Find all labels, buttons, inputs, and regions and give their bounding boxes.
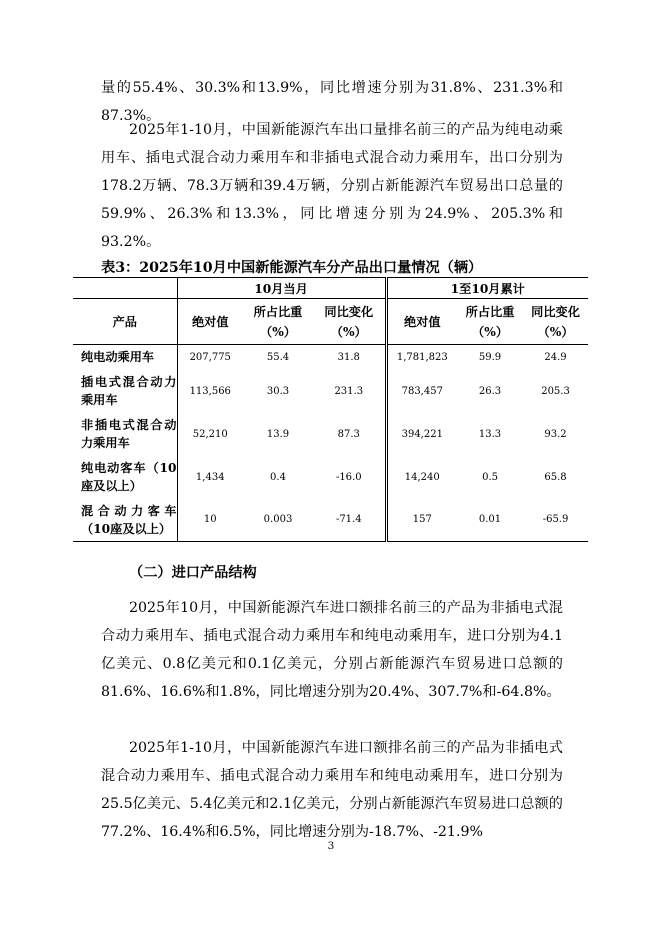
header-cumulative-yoy — [523, 299, 588, 345]
row-product: 纯电动乘用车 — [73, 345, 177, 370]
table-row — [73, 456, 588, 499]
row-month-absolute: 52,210 — [192, 428, 228, 440]
row-cumulative-yoy: -65.9 — [542, 514, 569, 526]
row-month-absolute: 10 — [203, 514, 217, 526]
row-month-share: 0.003 — [263, 514, 293, 526]
row-month-absolute: 1,434 — [195, 471, 225, 483]
row-month-share: 13.9 — [266, 428, 290, 440]
header-cumulative-share-unit: （%） — [472, 324, 509, 339]
header-cumulative-share-title: 所占比重 — [465, 304, 515, 319]
row-cumulative-absolute: 783,457 — [401, 385, 443, 397]
row-month-yoy: 231.3 — [313, 370, 386, 413]
header-current-share-unit: （%） — [260, 324, 296, 339]
header-cumulative-yoy-unit: （%） — [537, 324, 574, 339]
header-cumulative-absolute: 绝对值 — [404, 315, 441, 329]
paragraph-import-jan-oct: 2025年1-10月，中国新能源汽车进口额排名前三的产品为非插电式混合动力乘用车、插电式混合动力乘用车和纯电动乘用车，进口分别为25.5亿美元、5.4亿美元和2.1亿美元，分别占新能源汽车贸易进口总额的77.2%、16.4%和6.5%，同比增速分别为-18.7%、-21.9% — [101, 740, 563, 840]
row-month-yoy: 87.3 — [313, 413, 386, 456]
row-product: 纯电动客车（10座及以上） — [73, 456, 177, 499]
row-cumulative-absolute: 394,221 — [401, 428, 443, 440]
header-cumulative-share — [457, 299, 523, 345]
table-row — [73, 345, 588, 370]
row-cumulative-share: 0.01 — [478, 514, 502, 526]
table-row — [73, 499, 588, 542]
row-month-share: 0.4 — [270, 471, 286, 483]
header-current-yoy — [313, 299, 386, 345]
row-cumulative-yoy: 24.9 — [544, 351, 567, 363]
table-row — [73, 370, 588, 413]
header-cumulative-yoy-title: 同比变化 — [531, 304, 580, 319]
header-current-yoy-title: 同比变化 — [324, 304, 374, 319]
row-month-absolute: 113,566 — [189, 385, 231, 397]
header-blank-cell — [73, 278, 177, 299]
row-month-absolute: 207,775 — [189, 351, 231, 363]
header-group-cumulative: 1至10月累计 — [386, 278, 588, 299]
header-current-yoy-unit: （%） — [330, 324, 367, 339]
page-number: 3 — [327, 840, 335, 852]
paragraph-export-october-tail: 量的55.4%、30.3%和13.9%，同比增速分别为31.8%、231.3%和87.3%。 — [101, 80, 563, 124]
row-product: 非插电式混合动力乘用车 — [73, 413, 177, 456]
section-heading-import-structure: （二）进口产品结构 — [129, 565, 257, 581]
row-cumulative-absolute: 1,781,823 — [396, 351, 448, 363]
row-cumulative-absolute: 157 — [412, 514, 432, 526]
row-cumulative-yoy: 65.8 — [544, 471, 567, 483]
row-cumulative-share: 0.5 — [482, 471, 498, 483]
header-current-share-title: 所占比重 — [253, 304, 303, 319]
row-month-yoy: 31.8 — [313, 345, 386, 370]
row-cumulative-share: 13.3 — [478, 428, 502, 440]
row-cumulative-share: 26.3 — [478, 385, 502, 397]
row-product: 插电式混合动力乘用车 — [73, 370, 177, 413]
header-current-absolute: 绝对值 — [191, 315, 229, 329]
header-product: 产品 — [73, 299, 177, 345]
row-month-yoy: -16.0 — [313, 456, 386, 499]
header-group-current-month: 10月当月 — [177, 278, 386, 299]
row-month-share: 55.4 — [266, 351, 290, 363]
paragraph-import-october: 2025年10月，中国新能源汽车进口额排名前三的产品为非插电式混合动力乘用车、插电式混合动力乘用车和纯电动乘用车，进口分别为4.1亿美元、0.8亿美元和0.1亿美元，分别占新能源汽车贸易进口总额的81.6%、16.6%和1.8%，同比增速分别为20.4%、307.7%和-64.8%。 — [101, 600, 563, 700]
paragraph-export-jan-oct: 2025年1-10月，中国新能源汽车出口量排名前三的产品为纯电动乘用车、插电式混合动力乘用车和非插电式混合动力乘用车，出口分别为178.2万辆、78.3万辆和39.4万辆，分别占新能源汽车贸易出口总量的59.9%、26.3%和13.3%，同比增速分别为24.9%、205.3%和93.2%。 — [101, 122, 563, 250]
row-product: 混合动力客车（10座及以上） — [73, 499, 177, 542]
row-cumulative-yoy: 205.3 — [541, 385, 570, 397]
row-month-yoy: -71.4 — [313, 499, 386, 542]
header-current-share — [243, 299, 313, 345]
table-row — [73, 413, 588, 456]
row-cumulative-absolute: 14,240 — [404, 471, 440, 483]
table-caption: 表3：2025年10月中国新能源汽车分产品出口量情况（辆） — [101, 260, 483, 276]
row-cumulative-share: 59.9 — [478, 351, 502, 363]
export-by-product-table — [73, 277, 588, 542]
row-cumulative-yoy: 93.2 — [544, 428, 567, 440]
row-month-share: 30.3 — [266, 385, 290, 397]
